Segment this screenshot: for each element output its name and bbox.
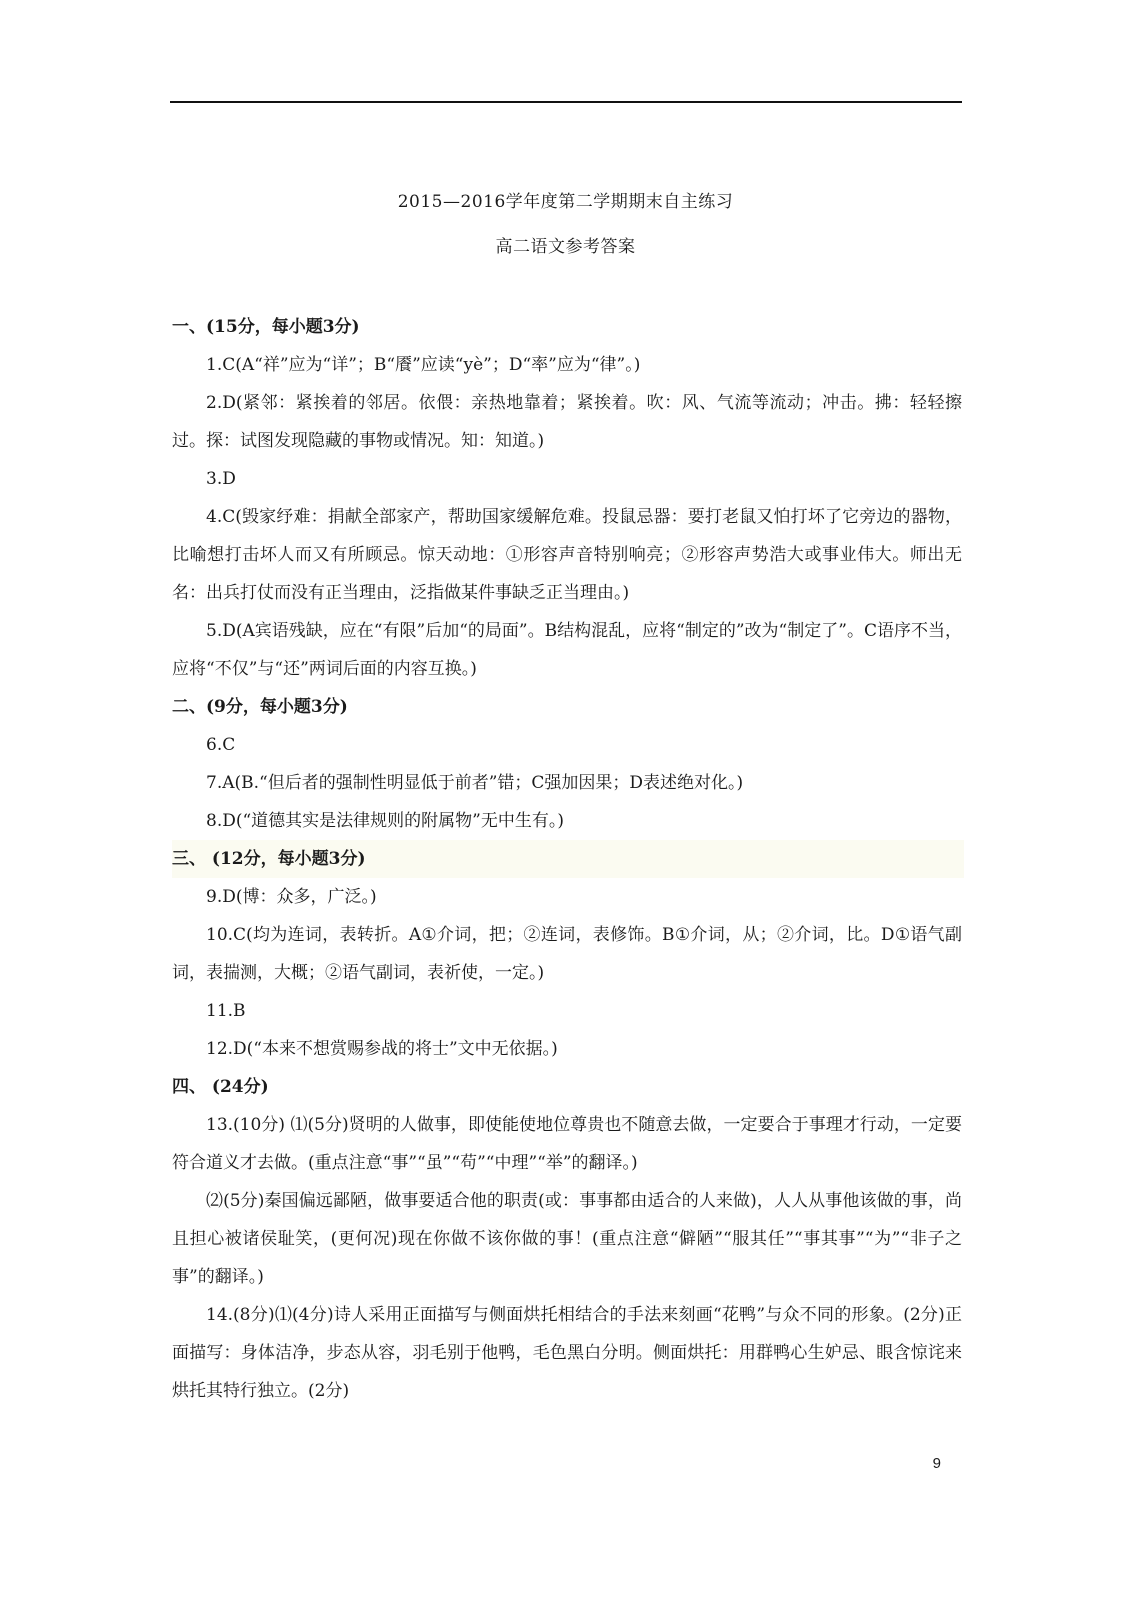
answer-item: 14.(8分)⑴(4分)诗人采用正面描写与侧面烘托相结合的手法来刻画“花鸭”与众不同的形象。(2分)正面描写：身体洁净，步态从容，羽毛别于他鸭，毛色黑白分明。侧面烘托：用群鸭心生妒忌、眼含惊诧来烘托其特行独立。(2分) xyxy=(172,1305,962,1401)
document-title: 2015—2016学年度第二学期期末自主练习 xyxy=(397,192,734,212)
answer-item: 3.D xyxy=(206,469,236,489)
answer-item: 12.D(“本来不想赏赐参战的将士”文中无依据。) xyxy=(206,1039,558,1059)
answer-item: 2.D(紧邻：紧挨着的邻居。依偎：亲热地靠着；紧挨着。吹：风、气流等流动；冲击。拂：轻轻擦过。探：试图发现隐藏的事物或情况。知：知道。) xyxy=(172,393,962,451)
answer-item: 11.B xyxy=(206,1001,246,1021)
answer-item: 8.D(“道德其实是法律规则的附属物”无中生有。) xyxy=(206,811,564,831)
answer-item: 6.C xyxy=(206,735,236,755)
section-heading: 四、 (24分) xyxy=(172,1077,269,1097)
answer-content xyxy=(172,308,962,1410)
answer-item: 4.C(毁家纾难：捐献全部家产，帮助国家缓解危难。投鼠忌器：要打老鼠又怕打坏了它旁边的器物，比喻想打击坏人而又有所顾忌。惊天动地：①形容声音特别响亮；②形容声势浩大或事业伟大。师出无名：出兵打仗而没有正当理由，泛指做某件事缺乏正当理由。) xyxy=(172,507,962,603)
page-number: 9 xyxy=(932,1455,941,1472)
answer-item: 13.(10分) ⑴(5分)贤明的人做事，即使能使地位尊贵也不随意去做，一定要合于事理才行动，一定要符合道义才去做。(重点注意“事”“虽”“苟”“中理”“举”的翻译。) xyxy=(172,1115,962,1173)
section-heading: 二、(9分，每小题3分) xyxy=(172,697,348,717)
answer-item: 10.C(均为连词，表转折。A①介词，把；②连词，表修饰。B①介词，从；②介词，比。D①语气副词，表揣测，大概；②语气副词，表祈使，一定。) xyxy=(172,925,962,983)
answer-item: 5.D(A宾语残缺，应在“有限”后加“的局面”。B结构混乱，应将“制定的”改为“制定了”。C语序不当，应将“不仅”与“还”两词后面的内容互换。) xyxy=(172,621,962,679)
answer-item: ⑵(5分)秦国偏远鄙陋，做事要适合他的职责(或：事事都由适合的人来做)，人人从事他该做的事，尚且担心被诸侯耻笑，(更何况)现在你做不该你做的事！(重点注意“僻陋”“服其任”“事其事”“为”“非子之事”的翻译。) xyxy=(172,1191,962,1287)
answer-item: 7.A(B.“但后者的强制性明显低于前者”错；C强加因果；D表述绝对化。) xyxy=(206,773,744,793)
header-rule xyxy=(170,101,962,103)
answer-item: 9.D(博：众多，广泛。) xyxy=(206,887,377,907)
section-heading: 三、 (12分，每小题3分) xyxy=(172,840,964,878)
section-heading: 一、(15分，每小题3分) xyxy=(172,317,360,337)
answer-item: 1.C(A“祥”应为“详”；B“餍”应读“yè”；D“率”应为“律”。) xyxy=(206,355,641,375)
document-subtitle: 高二语文参考答案 xyxy=(495,237,636,257)
